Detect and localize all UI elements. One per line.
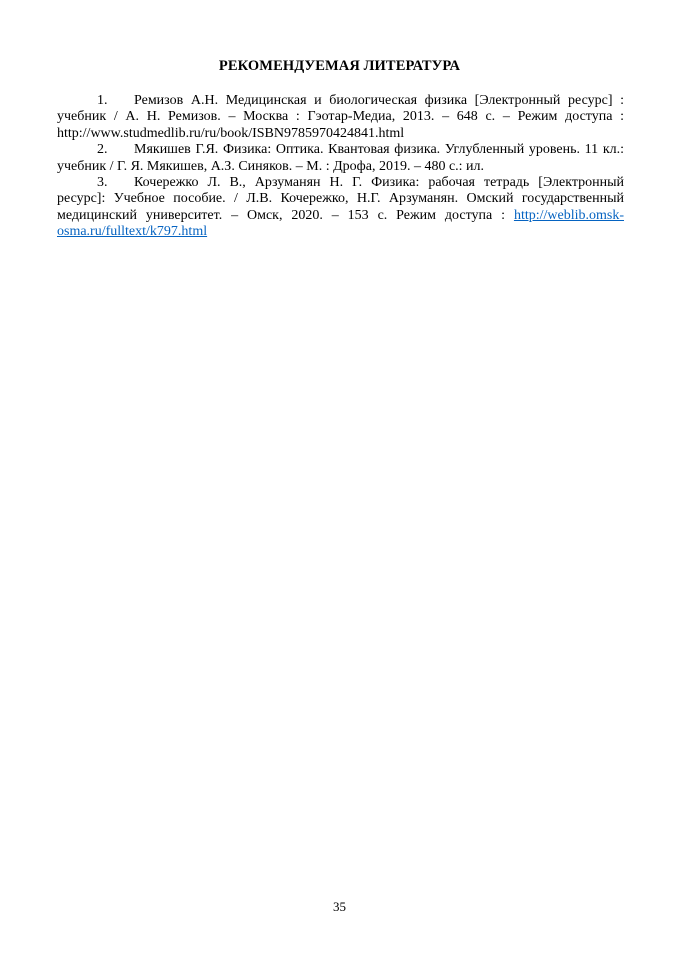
reference-number: 3. [97,175,108,191]
reference-link[interactable]: http://weblib.omsk-osma.ru/fulltext/k797.html [57,207,624,240]
reference-text: Мякишев Г.Я. Физика: Оптика. Квантовая физика. Углубленный уровень. 11 кл.: учебник / Г. Я. Мякишев, А.З. Синяков. – М. : Дрофа, 2019. – 480 с.: ил. [57,142,624,174]
reference-item-1 [57,93,624,142]
reference-number: 1. [97,93,108,108]
reference-number: 2. [97,142,108,158]
reference-text: Ремизов А.Н. Медицинская и биологическая физика [Электронный ресурс] : учебник / А. Н. Ремизов. – Москва : Гэотар-Медиа, 2013. – 648 с. – Режим доступа : http://www.studmedlib.ru/ru/book/ISBN9785970424841.html [57,93,624,141]
reference-item-3 [57,175,624,241]
reference-text: Кочережко Л. В., Арзуманян Н. Г. Физика: рабочая тетрадь [Электронный ресурс]: Учебное пособие. / Л.В. Кочережко, Н.Г. Арзуманян. Омский государственный медицинский университет. – Омск, 2020. – 153 с. Режим доступа : [57,175,624,223]
page-number: 35 [333,899,346,914]
reference-list [57,93,624,241]
page-title: РЕКОМЕНДУЕМАЯ ЛИТЕРАТУРА [218,58,461,74]
reference-item-2 [57,142,624,175]
